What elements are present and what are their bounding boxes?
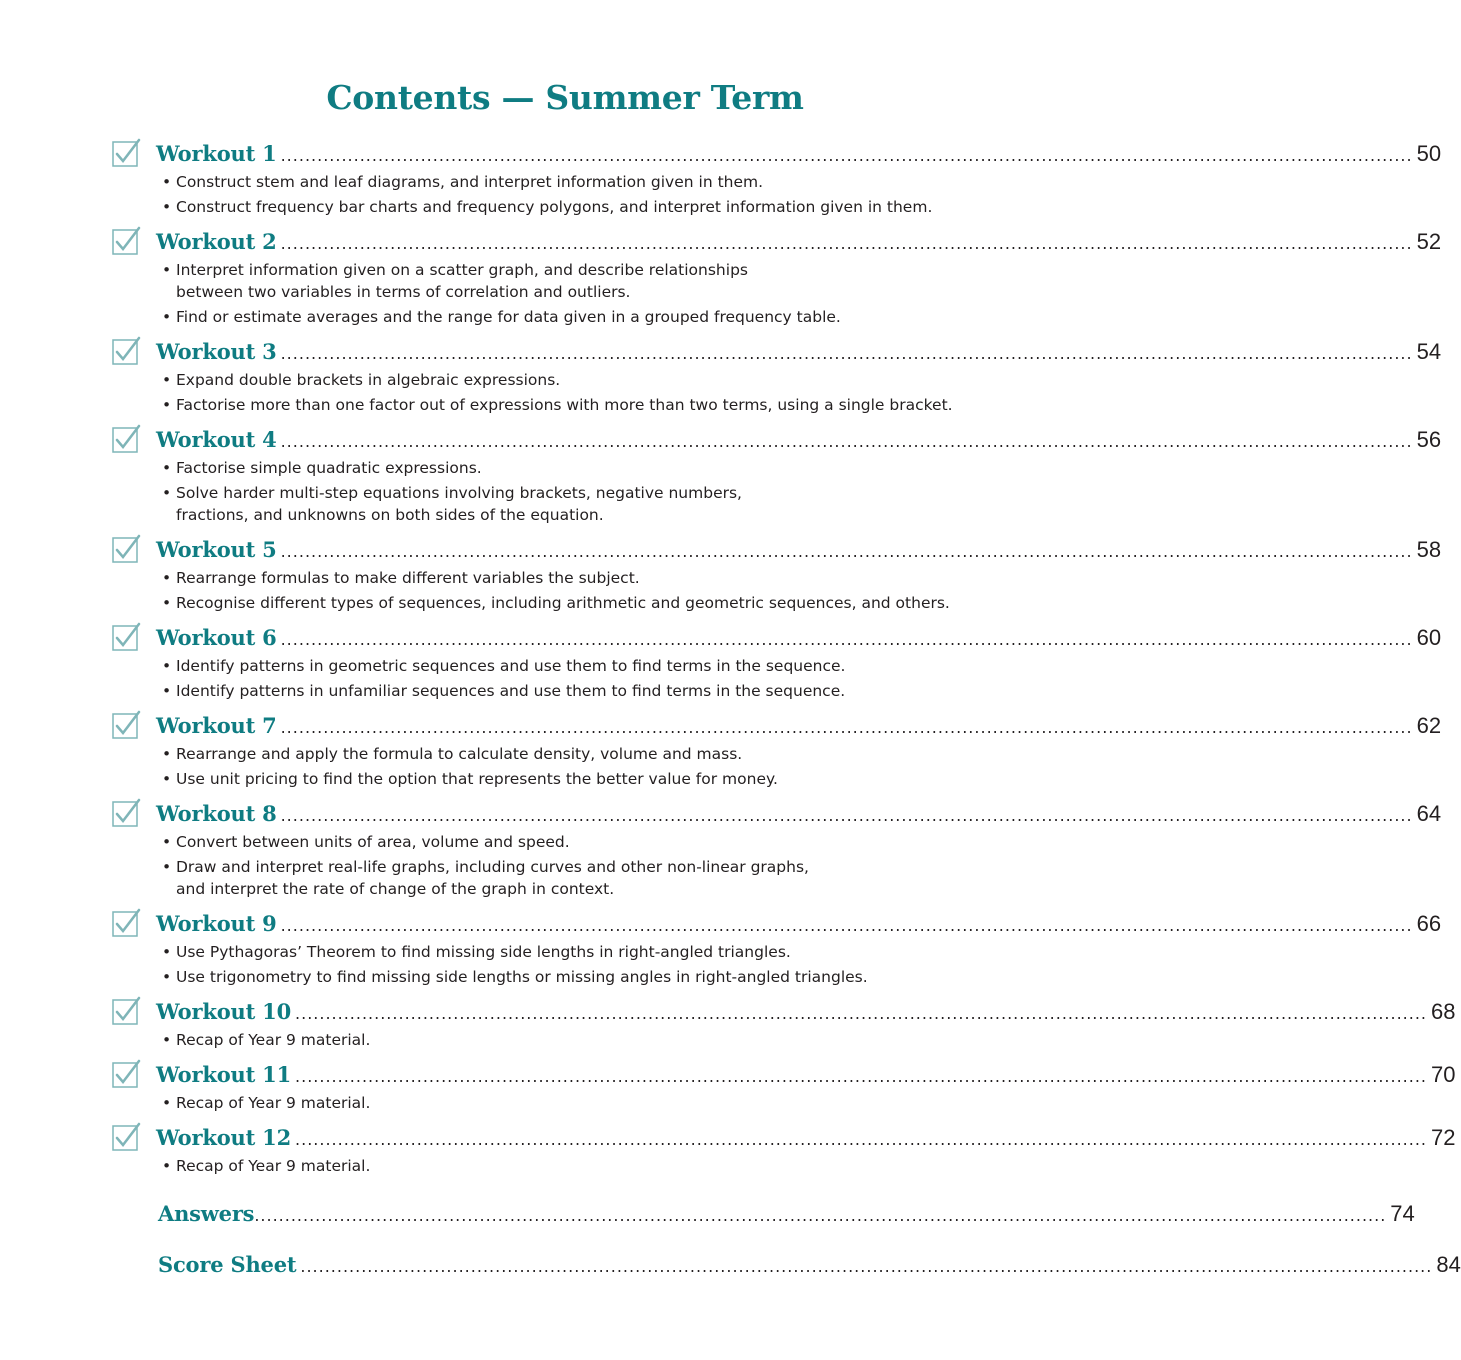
objectives-list	[162, 941, 868, 991]
objectives-list	[162, 655, 845, 705]
workout-heading-line	[156, 1125, 1456, 1153]
workout-heading-line	[156, 229, 1442, 257]
dot-leader: ..........................................................................................................................................................................................	[300, 1257, 1433, 1276]
page-number: 62	[1416, 713, 1442, 738]
score-sheet-title: Score Sheet	[158, 1252, 297, 1277]
checkbox-check-icon[interactable]	[112, 139, 140, 167]
checkbox-check-icon[interactable]	[112, 909, 140, 937]
objective-item: • Draw and interpret real-life graphs, including curves and other non-linear graphs, and interpret the rate of change of the graph in context.	[162, 856, 809, 900]
dot-leader: ..........................................................................................................................................................................................	[280, 146, 1413, 165]
checkbox-check-icon[interactable]	[112, 711, 140, 739]
page-number: 68	[1431, 999, 1456, 1024]
workout-title: Workout 12	[156, 1125, 292, 1150]
checkbox-check-icon[interactable]	[112, 425, 140, 453]
dot-leader: ..........................................................................................................................................................................................	[280, 344, 1413, 363]
objective-item: • Recap of Year 9 material.	[162, 1092, 370, 1114]
objective-item: • Rearrange and apply the formula to calculate density, volume and mass.	[162, 743, 778, 765]
objective-item: • Recap of Year 9 material.	[162, 1029, 370, 1051]
workout-title: Workout 3	[156, 339, 277, 364]
page-number: 60	[1416, 625, 1442, 650]
dot-leader: ..........................................................................................................................................................................................	[280, 432, 1413, 451]
objective-item: • Identify patterns in unfamiliar sequences and use them to find terms in the sequence.	[162, 680, 845, 702]
objectives-list	[162, 1155, 370, 1180]
objective-item: • Interpret information given on a scatter graph, and describe relationships between two variables in terms of correlation and outliers.	[162, 259, 841, 303]
objectives-list	[162, 831, 809, 903]
page-number: 64	[1416, 801, 1442, 826]
objective-item: • Recap of Year 9 material.	[162, 1155, 370, 1177]
page-number: 54	[1416, 339, 1442, 364]
workout-heading-line	[156, 1062, 1456, 1090]
objective-item: • Expand double brackets in algebraic expressions.	[162, 369, 953, 391]
workout-heading-line	[156, 999, 1456, 1027]
objective-item: • Construct stem and leaf diagrams, and interpret information given in them.	[162, 171, 932, 193]
workout-heading-line	[156, 713, 1442, 741]
workout-heading-line	[156, 427, 1442, 455]
objective-item: • Factorise simple quadratic expressions.	[162, 457, 742, 479]
workout-heading-line	[156, 911, 1442, 939]
objective-item: • Construct frequency bar charts and frequency polygons, and interpret information given in them.	[162, 196, 932, 218]
objectives-list	[162, 259, 841, 331]
page-number: 66	[1416, 911, 1442, 936]
page-title: Contents — Summer Term	[326, 78, 804, 117]
score-sheet-entry	[158, 1252, 1461, 1280]
page-number: 50	[1416, 141, 1442, 166]
dot-leader: ..........................................................................................................................................................................................	[295, 1067, 1427, 1086]
page-number: 84	[1436, 1252, 1461, 1277]
objective-item: • Convert between units of area, volume and speed.	[162, 831, 809, 853]
dot-leader: ..........................................................................................................................................................................................	[295, 1130, 1427, 1149]
objective-item: • Identify patterns in geometric sequences and use them to find terms in the sequence.	[162, 655, 845, 677]
objectives-list	[162, 567, 950, 617]
dot-leader: ..........................................................................................................................................................................................	[280, 234, 1413, 253]
objectives-list	[162, 1029, 370, 1054]
checkbox-check-icon[interactable]	[112, 1123, 140, 1151]
workout-title: Workout 8	[156, 801, 277, 826]
workout-title: Workout 4	[156, 427, 277, 452]
checkbox-check-icon[interactable]	[112, 337, 140, 365]
objective-item: • Use Pythagoras’ Theorem to find missing side lengths in right-angled triangles.	[162, 941, 868, 963]
objectives-list	[162, 369, 953, 419]
page-number: 52	[1416, 229, 1442, 254]
workout-heading-line	[156, 625, 1442, 653]
workout-title: Workout 1	[156, 141, 277, 166]
dot-leader: ..........................................................................................................................................................................................	[295, 1004, 1427, 1023]
objective-item: • Factorise more than one factor out of expressions with more than two terms, using a single bracket.	[162, 394, 953, 416]
workout-title: Workout 10	[156, 999, 292, 1024]
objectives-list	[162, 457, 742, 529]
workout-heading-line	[156, 801, 1442, 829]
objectives-list	[162, 171, 932, 221]
page-number: 74	[1390, 1201, 1415, 1226]
workout-title: Workout 2	[156, 229, 277, 254]
dot-leader: ..........................................................................................................................................................................................	[280, 718, 1413, 737]
objective-item: • Solve harder multi-step equations involving brackets, negative numbers, fractions, and unknowns on both sides of the equation.	[162, 482, 742, 526]
objectives-list	[162, 743, 778, 793]
workout-heading-line	[156, 537, 1442, 565]
page-number: 58	[1416, 537, 1442, 562]
objective-item: • Find or estimate averages and the range for data given in a grouped frequency table.	[162, 306, 841, 328]
objective-item: • Rearrange formulas to make different variables the subject.	[162, 567, 950, 589]
workout-title: Workout 11	[156, 1062, 292, 1087]
checkbox-check-icon[interactable]	[112, 535, 140, 563]
checkbox-check-icon[interactable]	[112, 1060, 140, 1088]
page-number: 72	[1431, 1125, 1456, 1150]
dot-leader: ..........................................................................................................................................................................................	[280, 542, 1413, 561]
workout-title: Workout 5	[156, 537, 277, 562]
page-number: 56	[1416, 427, 1442, 452]
checkbox-check-icon[interactable]	[112, 623, 140, 651]
checkbox-check-icon[interactable]	[112, 799, 140, 827]
objective-item: • Use trigonometry to find missing side lengths or missing angles in right-angled triangles.	[162, 966, 868, 988]
workout-heading-line	[156, 339, 1442, 367]
workout-title: Workout 6	[156, 625, 277, 650]
checkbox-check-icon[interactable]	[112, 997, 140, 1025]
checkbox-check-icon[interactable]	[112, 227, 140, 255]
page-number: 70	[1431, 1062, 1456, 1087]
dot-leader: ..........................................................................................................................................................................................	[254, 1206, 1387, 1225]
dot-leader: ..........................................................................................................................................................................................	[280, 916, 1413, 935]
objectives-list	[162, 1092, 370, 1117]
workout-title: Workout 7	[156, 713, 277, 738]
dot-leader: ..........................................................................................................................................................................................	[280, 806, 1413, 825]
answers-title: Answers	[158, 1201, 255, 1226]
workout-heading-line	[156, 141, 1442, 169]
dot-leader: ..........................................................................................................................................................................................	[280, 630, 1413, 649]
workout-title: Workout 9	[156, 911, 277, 936]
objective-item: • Recognise different types of sequences, including arithmetic and geometric sequences, and others.	[162, 592, 950, 614]
objective-item: • Use unit pricing to find the option that represents the better value for money.	[162, 768, 778, 790]
answers-entry	[158, 1201, 1415, 1229]
